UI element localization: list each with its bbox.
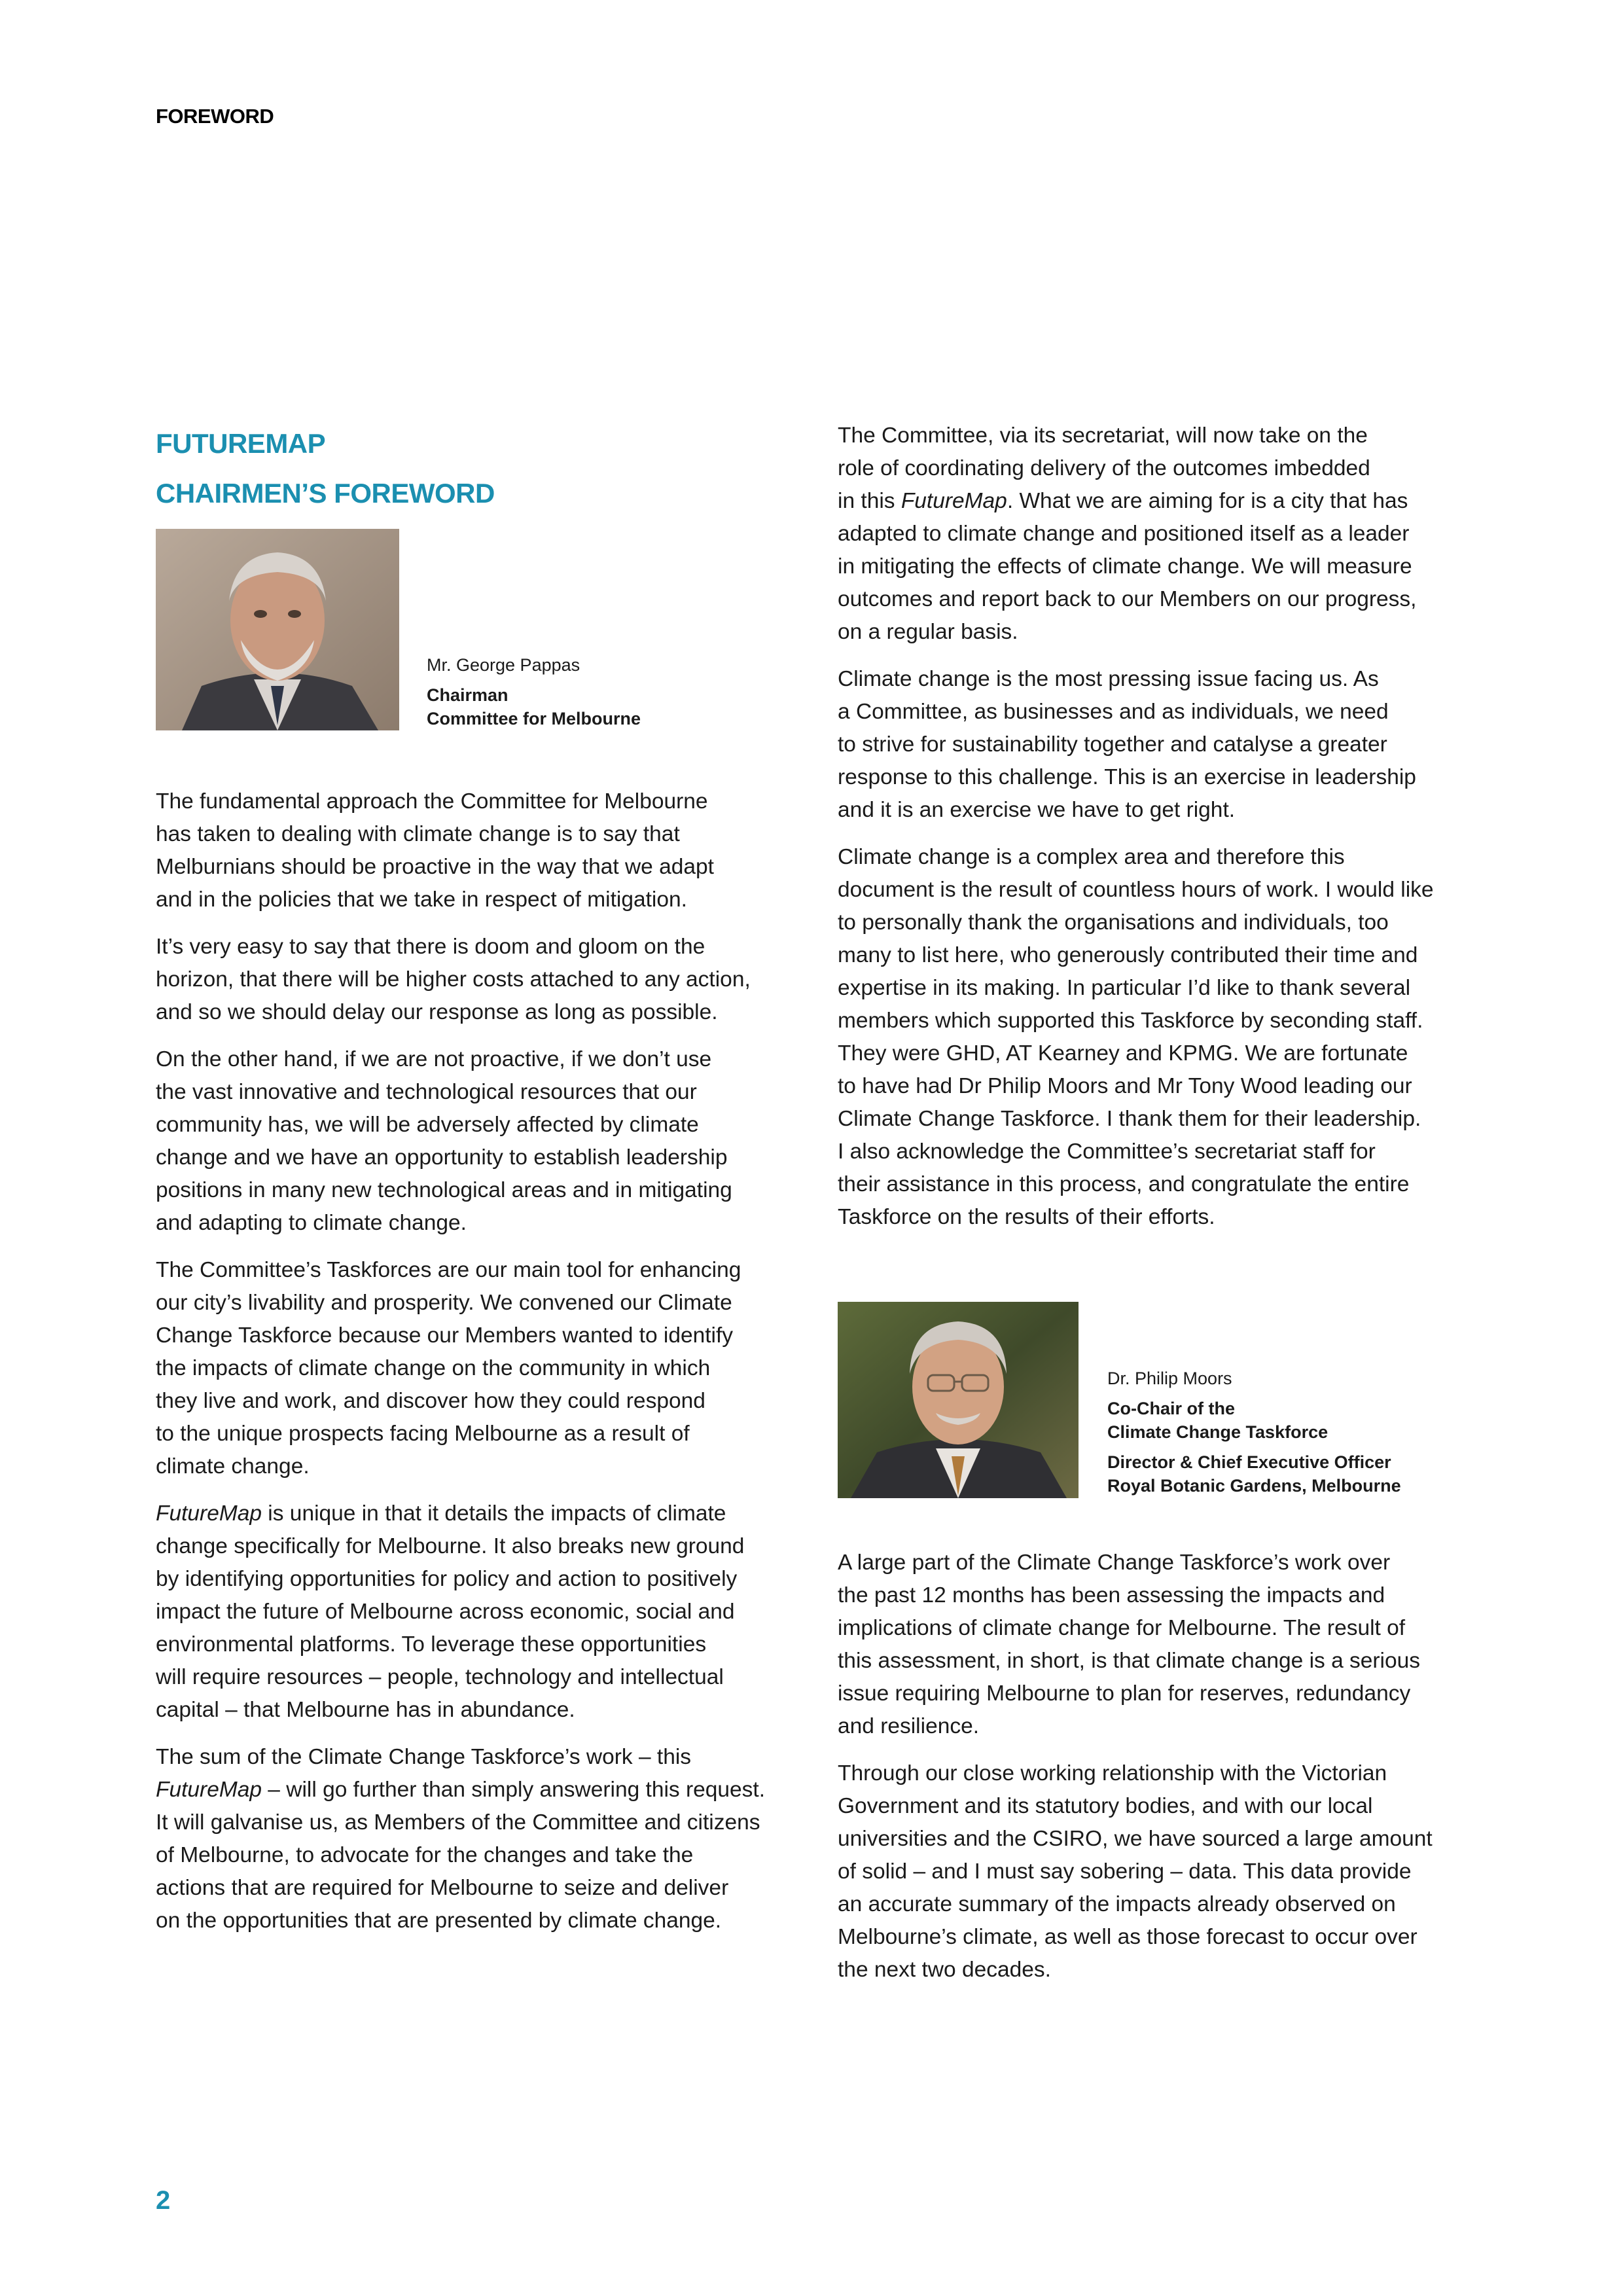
- portrait-george-pappas: [156, 529, 399, 730]
- caption-name: Mr. George Pappas: [427, 655, 580, 675]
- text-line: Climate change is the most pressing issue facing us. As: [838, 667, 1379, 691]
- right-column-top: [838, 420, 1479, 1248]
- text-line: a Committee, as businesses and as individuals, we need: [838, 700, 1389, 724]
- text-line: The fundamental approach the Committee for Melbourne: [156, 789, 708, 814]
- emphasis: FutureMap: [901, 489, 1007, 513]
- text-line: members which supported this Taskforce by seconding staff.: [838, 1009, 1423, 1033]
- emphasis: FutureMap: [156, 1778, 262, 1802]
- text-line: and in the policies that we take in respect of mitigation.: [156, 888, 687, 912]
- text-line: outcomes and report back to our Members on our progress,: [838, 587, 1417, 611]
- emphasis: FutureMap: [156, 1501, 262, 1526]
- title-line-2: CHAIRMEN’S FOREWORD: [156, 478, 495, 509]
- text-line: issue requiring Melbourne to plan for reserves, redundancy: [838, 1681, 1411, 1706]
- text-line: capital – that Melbourne has in abundance.: [156, 1698, 575, 1722]
- text-line: an accurate summary of the impacts already observed on: [838, 1892, 1396, 1916]
- page-title: [156, 419, 495, 518]
- caption-role: Climate Change Taskforce: [1107, 1422, 1329, 1442]
- text-line: It will galvanise us, as Members of the Committee and citizens: [156, 1810, 760, 1835]
- text-line: Through our close working relationship with the Victorian: [838, 1761, 1387, 1785]
- text-line: Government and its statutory bodies, and with our local: [838, 1794, 1373, 1818]
- paragraph: [156, 785, 797, 916]
- text-line: our city’s livability and prosperity. We convened our Climate: [156, 1291, 732, 1315]
- text-line: It’s very easy to say that there is doom and gloom on the: [156, 935, 705, 959]
- caption-role: Committee for Melbourne: [427, 709, 641, 728]
- text-line: the past 12 months has been assessing the impacts and: [838, 1583, 1385, 1607]
- text-line: to have had Dr Philip Moors and Mr Tony Wood leading our: [838, 1074, 1412, 1098]
- text-line: expertise in its making. In particular I’d like to thank several: [838, 976, 1411, 1000]
- text-line: Climate Change Taskforce. I thank them for their leadership.: [838, 1107, 1421, 1131]
- text-line: in mitigating the effects of climate change. We will measure: [838, 554, 1412, 579]
- portrait-philip-moors: [838, 1302, 1079, 1498]
- text-line: of Melbourne, to advocate for the changes and take the: [156, 1843, 694, 1867]
- text-line: on the opportunities that are presented by climate change.: [156, 1909, 722, 1933]
- caption-role: Chairman: [427, 685, 508, 705]
- text-line: many to list here, who generously contributed their time and: [838, 943, 1418, 967]
- text-line: universities and the CSIRO, we have sourced a large amount: [838, 1827, 1433, 1851]
- paragraph: [156, 1741, 797, 1937]
- text-line: role of coordinating delivery of the outcomes imbedded: [838, 456, 1370, 480]
- caption-role: Co-Chair of the: [1107, 1399, 1235, 1418]
- text-line: response to this challenge. This is an exercise in leadership: [838, 765, 1416, 789]
- caption-pappas: [427, 653, 641, 730]
- text-line: and adapting to climate change.: [156, 1211, 467, 1235]
- text-run: . What we are aiming for is a city that has: [1007, 489, 1408, 513]
- text-line: the impacts of climate change on the community in which: [156, 1356, 711, 1380]
- paragraph: [838, 1757, 1479, 1986]
- text-line: impact the future of Melbourne across economic, social and: [156, 1600, 735, 1624]
- right-column-bottom: [838, 1547, 1479, 2001]
- text-line: to personally thank the organisations and individuals, too: [838, 910, 1389, 935]
- paragraph: [156, 931, 797, 1029]
- paragraph: [156, 1254, 797, 1483]
- text-line: Melburnians should be proactive in the way that we adapt: [156, 855, 714, 879]
- text-line: [156, 1498, 797, 1530]
- text-line: A large part of the Climate Change Taskforce’s work over: [838, 1551, 1391, 1575]
- text-line: I also acknowledge the Committee’s secretariat staff for: [838, 1139, 1376, 1164]
- text-line: of solid – and I must say sobering – data. This data provide: [838, 1859, 1412, 1884]
- text-line: to the unique prospects facing Melbourne as a result of: [156, 1422, 690, 1446]
- text-line: climate change.: [156, 1454, 310, 1479]
- text-line: document is the result of countless hours of work. I would like: [838, 878, 1434, 902]
- portrait-image: [156, 529, 399, 730]
- text-line: actions that are required for Melbourne to seize and deliver: [156, 1876, 729, 1900]
- text-line: and resilience.: [838, 1714, 980, 1738]
- portrait-image: [838, 1302, 1079, 1498]
- text-line: [156, 1774, 797, 1806]
- text-line: and it is an exercise we have to get right.: [838, 798, 1236, 822]
- paragraph: [838, 1547, 1479, 1743]
- text-line: environmental platforms. To leverage these opportunities: [156, 1632, 707, 1657]
- text-line: the vast innovative and technological resources that our: [156, 1080, 697, 1104]
- text-line: this assessment, in short, is that climate change is a serious: [838, 1649, 1421, 1673]
- text-line: They were GHD, AT Kearney and KPMG. We are fortunate: [838, 1041, 1408, 1066]
- text-line: community has, we will be adversely affected by climate: [156, 1113, 699, 1137]
- text-line: horizon, that there will be higher costs attached to any action,: [156, 967, 751, 992]
- text-line: Taskforce on the results of their efforts.: [838, 1205, 1215, 1229]
- paragraph: [838, 420, 1479, 649]
- text-line: the next two decades.: [838, 1958, 1051, 1982]
- text-line: Melbourne’s climate, as well as those forecast to occur over: [838, 1925, 1418, 1949]
- text-run: – will go further than simply answering this request.: [262, 1778, 765, 1802]
- text-line: by identifying opportunities for policy and action to positively: [156, 1567, 738, 1591]
- text-line: change and we have an opportunity to establish leadership: [156, 1145, 728, 1170]
- text-line: The sum of the Climate Change Taskforce’s work – this: [156, 1745, 692, 1769]
- text-line: The Committee’s Taskforces are our main tool for enhancing: [156, 1258, 741, 1282]
- section-label: FOREWORD: [156, 105, 274, 128]
- text-run: in this: [838, 489, 901, 513]
- paragraph: [156, 1043, 797, 1240]
- paragraph: [838, 663, 1479, 827]
- paragraph: [156, 1498, 797, 1727]
- text-line: will require resources – people, technology and intellectual: [156, 1665, 724, 1689]
- text-line: they live and work, and discover how they could respond: [156, 1389, 705, 1413]
- text-line: their assistance in this process, and congratulate the entire: [838, 1172, 1410, 1196]
- text-line: positions in many new technological areas and in mitigating: [156, 1178, 732, 1202]
- left-column: [156, 785, 797, 1952]
- caption-role: Director & Chief Executive Officer: [1107, 1452, 1391, 1472]
- text-line: On the other hand, if we are not proactive, if we don’t use: [156, 1047, 712, 1071]
- caption-role: Royal Botanic Gardens, Melbourne: [1107, 1476, 1401, 1496]
- text-line: [838, 485, 1479, 518]
- caption-moors: [1107, 1367, 1401, 1498]
- text-line: The Committee, via its secretariat, will now take on the: [838, 423, 1368, 448]
- title-line-1: FUTUREMAP: [156, 428, 326, 459]
- text-line: change specifically for Melbourne. It also breaks new ground: [156, 1534, 745, 1558]
- text-line: implications of climate change for Melbourne. The result of: [838, 1616, 1406, 1640]
- page-number: 2: [156, 2186, 171, 2215]
- text-line: on a regular basis.: [838, 620, 1018, 644]
- text-line: to strive for sustainability together and catalyse a greater: [838, 732, 1387, 757]
- caption-name: Dr. Philip Moors: [1107, 1369, 1232, 1388]
- text-run: is unique in that it details the impacts of climate: [262, 1501, 726, 1526]
- text-line: has taken to dealing with climate change is to say that: [156, 822, 680, 846]
- text-line: Climate change is a complex area and therefore this: [838, 845, 1345, 869]
- text-line: and so we should delay our response as long as possible.: [156, 1000, 718, 1024]
- text-line: adapted to climate change and positioned itself as a leader: [838, 522, 1410, 546]
- text-line: Change Taskforce because our Members wanted to identify: [156, 1323, 734, 1348]
- paragraph: [838, 841, 1479, 1234]
